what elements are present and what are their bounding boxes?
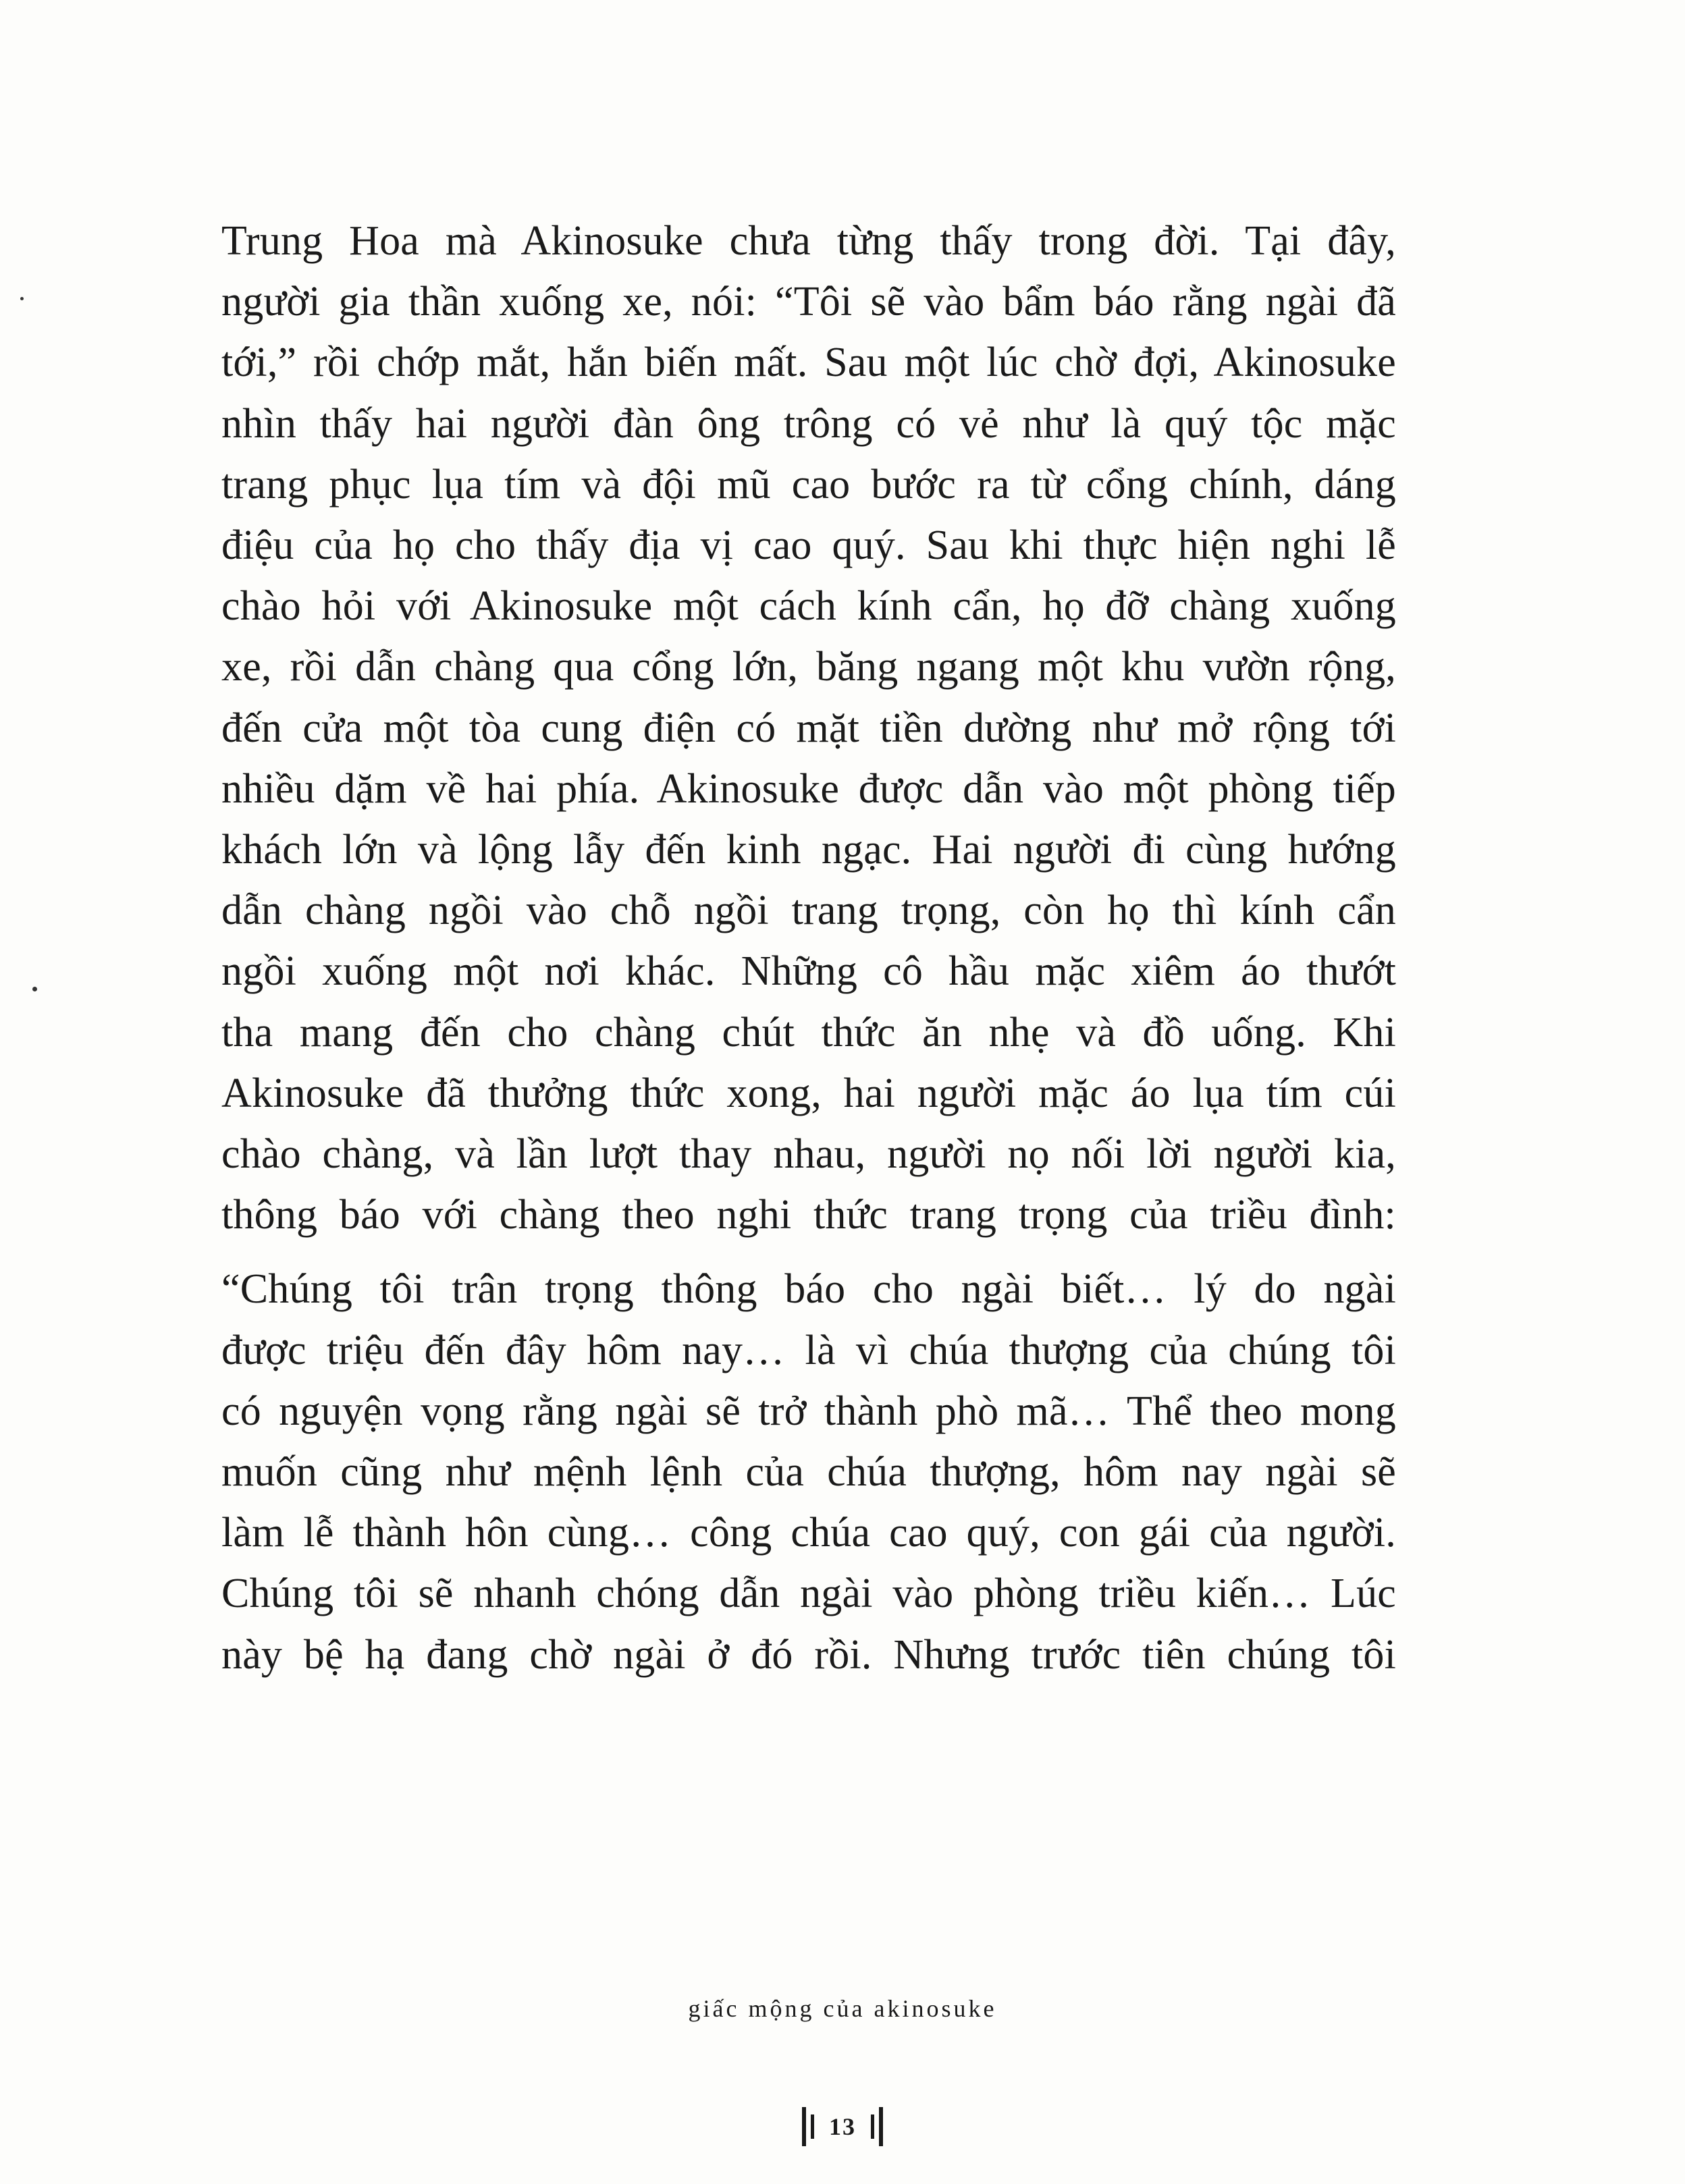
text-line: làm lễ thành hôn cùng… công chúa cao quý, con gái của người.	[221, 1510, 1396, 1556]
text-line: xe, rồi dẫn chàng qua cổng lớn, băng ngang một khu vườn rộng,	[221, 644, 1396, 690]
text-line: tha mang đến cho chàng chút thức ăn nhẹ và đồ uống. Khi	[221, 1009, 1396, 1056]
text-line: người gia thần xuống xe, nói: “Tôi sẽ vào bẩm báo rằng ngài đã	[221, 279, 1396, 325]
paper-speck	[20, 297, 24, 300]
paragraph-1	[221, 211, 1396, 1245]
text-line: nhìn thấy hai người đàn ông trông có vẻ như là quý tộc mặc	[221, 400, 1396, 447]
body-text	[221, 211, 1396, 1685]
text-line: chào hỏi với Akinosuke một cách kính cẩn, họ đỡ chàng xuống	[221, 583, 1396, 630]
text-line: dẫn chàng ngồi vào chỗ ngồi trang trọng, còn họ thì kính cẩn	[221, 888, 1396, 934]
page-number: 13	[829, 2113, 856, 2140]
text-line: tới,” rồi chớp mắt, hắn biến mất. Sau một lúc chờ đợi, Akinosuke	[221, 339, 1396, 386]
text-line: có nguyện vọng rằng ngài sẽ trở thành phò mã… Thể theo mong	[221, 1388, 1396, 1434]
folio-right-ornament	[871, 2107, 883, 2146]
text-line: đến cửa một tòa cung điện có mặt tiền dường như mở rộng tới	[221, 705, 1396, 751]
folio-left-ornament	[802, 2107, 814, 2146]
text-line: Chúng tôi sẽ nhanh chóng dẫn ngài vào phòng triều kiến… Lúc	[221, 1571, 1396, 1617]
ornament-bar	[811, 2114, 814, 2139]
ornament-bar	[871, 2114, 874, 2139]
ornament-bar	[802, 2107, 806, 2146]
page-folio	[0, 2107, 1685, 2146]
text-line: này bệ hạ đang chờ ngài ở đó rồi. Nhưng trước tiên chúng tôi	[221, 1631, 1396, 1678]
text-line: Akinosuke đã thưởng thức xong, hai người mặc áo lụa tím cúi	[221, 1070, 1396, 1116]
paragraph-gap	[221, 1245, 1396, 1259]
text-line: điệu của họ cho thấy địa vị cao quý. Sau khi thực hiện nghi lễ	[221, 522, 1396, 569]
running-footer-title: giấc mộng của akinosuke	[688, 1995, 997, 2022]
text-line: Trung Hoa mà Akinosuke chưa từng thấy trong đời. Tại đây,	[221, 218, 1396, 264]
text-line: nhiều dặm về hai phía. Akinosuke được dẫn vào một phòng tiếp	[221, 765, 1396, 812]
text-line: chào chàng, và lần lượt thay nhau, người nọ nối lời người kia,	[221, 1131, 1396, 1178]
paper-speck	[32, 987, 37, 991]
paragraph-2	[221, 1259, 1396, 1685]
text-line: thông báo với chàng theo nghi thức trang trọng của triều đình:	[221, 1192, 1396, 1238]
text-line: “Chúng tôi trân trọng thông báo cho ngài biết… lý do ngài	[221, 1266, 1396, 1313]
text-line: ngồi xuống một nơi khác. Những cô hầu mặc xiêm áo thướt	[221, 948, 1396, 995]
text-line: trang phục lụa tím và đội mũ cao bước ra từ cổng chính, dáng	[221, 461, 1396, 508]
text-line: được triệu đến đây hôm nay… là vì chúa thượng của chúng tôi	[221, 1327, 1396, 1373]
text-line: khách lớn và lộng lẫy đến kinh ngạc. Hai người đi cùng hướng	[221, 827, 1396, 873]
text-line: muốn cũng như mệnh lệnh của chúa thượng, hôm nay ngài sẽ	[221, 1449, 1396, 1496]
ornament-bar	[879, 2107, 883, 2146]
